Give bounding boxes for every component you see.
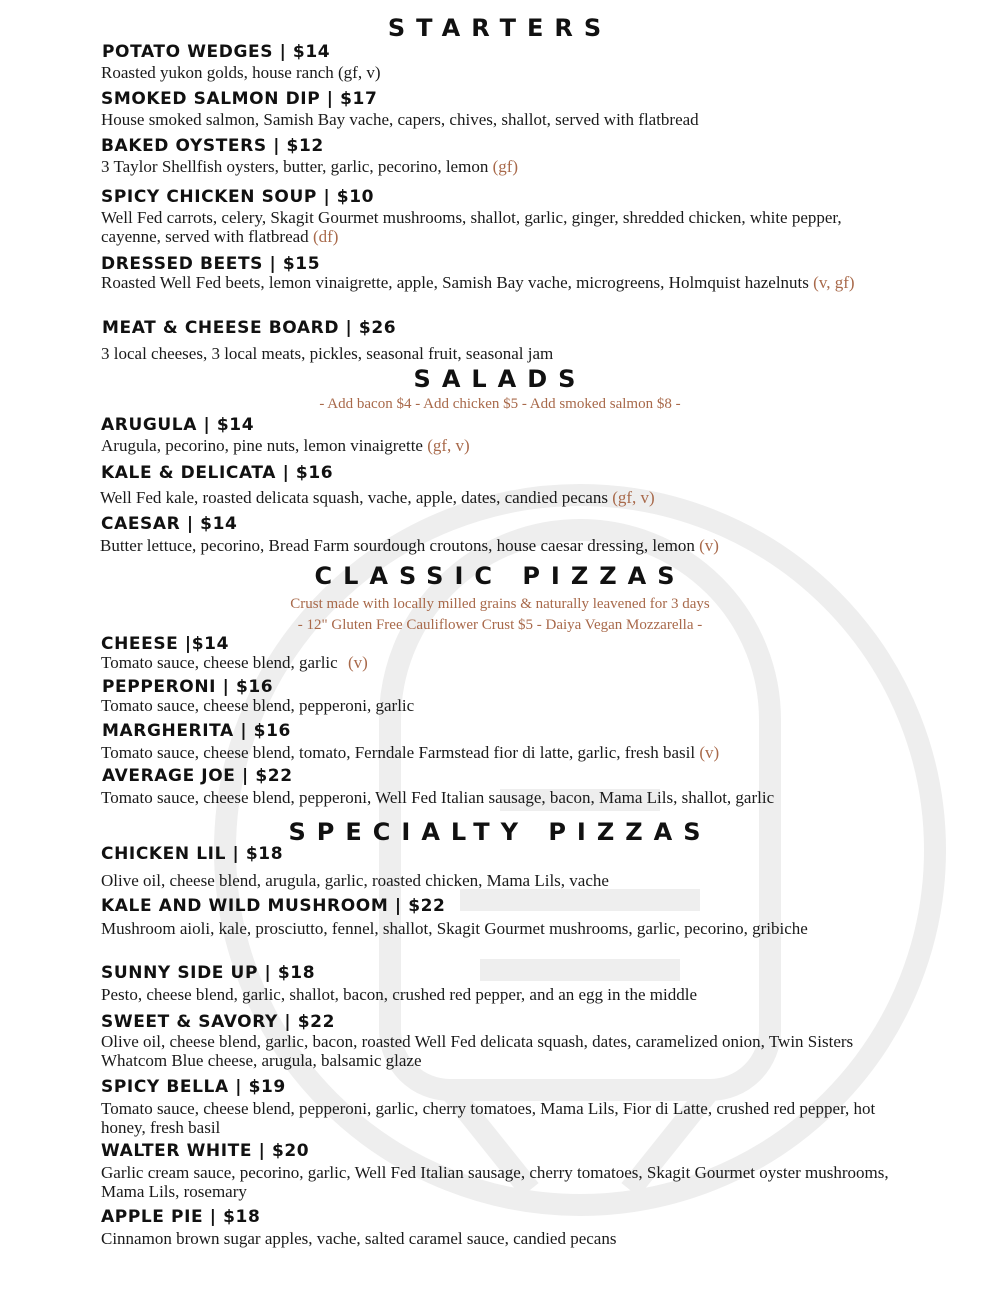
item-description-row (100, 488, 900, 507)
item-description: 3 Taylor Shellfish oysters, butter, garlic, pecorino, lemon (101, 157, 489, 176)
item-title: MARGHERITA | $16 (102, 721, 291, 741)
item-title: SPICY BELLA | $19 (101, 1077, 286, 1097)
item-description: Tomato sauce, cheese blend, pepperoni, Well Fed Italian sausage, bacon, Mama Lils, shallot, garlic (101, 788, 775, 807)
item-description: Well Fed carrots, celery, Skagit Gourmet mushrooms, shallot, garlic, ginger, shredded chicken, white pepper, cayenne, served with flatbread (101, 208, 842, 246)
item-description: Arugula, pecorino, pine nuts, lemon vinaigrette (101, 436, 423, 455)
item-title: MEAT & CHEESE BOARD | $26 (102, 318, 397, 338)
item-title: POTATO WEDGES | $14 (102, 42, 331, 62)
item-title: SUNNY SIDE UP | $18 (101, 963, 316, 983)
dietary-tag: (v) (699, 743, 720, 762)
item-title: SMOKED SALMON DIP | $17 (101, 89, 378, 109)
item-description: Olive oil, cheese blend, garlic, bacon, roasted Well Fed delicata squash, dates, caramelized onion, Twin Sisters Whatcom Blue cheese, arugula, balsamic glaze (101, 1032, 854, 1070)
item-description: Well Fed kale, roasted delicata squash, vache, apple, dates, candied pecans (100, 488, 608, 507)
item-title: APPLE PIE | $18 (101, 1207, 261, 1227)
salad-addons-note: - Add bacon $4 - Add chicken $5 - Add smoked salmon $8 - (319, 396, 681, 412)
item-description-row (100, 536, 900, 555)
item-title: PEPPERONI | $16 (102, 677, 274, 697)
item-description: Butter lettuce, pecorino, Bread Farm sourdough croutons, house caesar dressing, lemon (100, 536, 695, 555)
item-description: Roasted Well Fed beets, lemon vinaigrette, apple, Samish Bay vache, microgreens, Holmquist hazelnuts (101, 273, 809, 292)
item-description: Garlic cream sauce, pecorino, garlic, Well Fed Italian sausage, cherry tomatoes, Skagit Gourmet oyster mushrooms, Mama Lils, rosemary (101, 1163, 889, 1201)
dietary-tag: (v, gf) (813, 273, 855, 292)
dietary-tag: (gf, v) (612, 488, 655, 507)
item-description: Tomato sauce, cheese blend, tomato, Ferndale Farmstead fior di latte, garlic, fresh basil (101, 743, 696, 762)
item-title: DRESSED BEETS | $15 (101, 254, 321, 274)
item-description: 3 local cheeses, 3 local meats, pickles, seasonal fruit, seasonal jam (101, 344, 554, 363)
item-description-row (101, 208, 901, 246)
item-description-row (101, 653, 901, 672)
item-description: House smoked salmon, Samish Bay vache, capers, chives, shallot, served with flatbread (101, 110, 699, 129)
item-title: KALE & DELICATA | $16 (101, 463, 334, 483)
crust-note: Crust made with locally milled grains & naturally leavened for 3 days (290, 596, 710, 612)
crust-options-note: - 12" Gluten Free Cauliflower Crust $5 - Daiya Vegan Mozzarella - (297, 617, 703, 633)
item-description: Tomato sauce, cheese blend, garlic (101, 653, 338, 672)
item-description-row (101, 743, 901, 762)
dietary-tag: (v) (699, 536, 719, 555)
item-description: Pesto, cheese blend, garlic, shallot, bacon, crushed red pepper, and an egg in the middle (101, 985, 698, 1004)
item-description: Olive oil, cheese blend, arugula, garlic, roasted chicken, Mama Lils, vache (101, 871, 609, 890)
item-description: Cinnamon brown sugar apples, vache, salted caramel sauce, candied pecans (101, 1229, 617, 1248)
item-description: Mushroom aioli, kale, prosciutto, fennel, shallot, Skagit Gourmet mushrooms, garlic, pecorino, gribiche (101, 919, 808, 938)
item-description: Tomato sauce, cheese blend, pepperoni, garlic, cherry tomatoes, Mama Lils, Fior di Latte, crushed red pepper, hot honey, fresh basil (101, 1099, 876, 1137)
item-title: ARUGULA | $14 (101, 415, 255, 435)
item-title: BAKED OYSTERS | $12 (101, 136, 324, 156)
item-title: KALE AND WILD MUSHROOM | $22 (101, 896, 446, 916)
dietary-tag: (v) (347, 653, 368, 672)
section-heading-salads: SALADS (413, 365, 587, 393)
dietary-tag: (df) (312, 227, 339, 246)
dietary-tag: (gf, v) (427, 436, 470, 455)
dietary-tag: (gf) (492, 157, 519, 176)
item-description: Roasted yukon golds, house ranch (gf, v) (101, 63, 381, 82)
item-title: CHICKEN LIL | $18 (101, 844, 284, 864)
item-description-row (101, 157, 901, 176)
item-description-row (101, 273, 901, 292)
section-heading-specialty-pizzas: SPECIALTY PIZZAS (288, 818, 712, 846)
item-title: AVERAGE JOE | $22 (102, 766, 293, 786)
item-title: CHEESE |$14 (101, 634, 229, 654)
item-description-row (101, 436, 901, 455)
item-title: SWEET & SAVORY | $22 (101, 1012, 336, 1032)
item-title: WALTER WHITE | $20 (101, 1141, 310, 1161)
item-title: SPICY CHICKEN SOUP | $10 (101, 187, 375, 207)
section-heading-starters: STARTERS (387, 14, 613, 42)
item-title: CAESAR | $14 (101, 514, 238, 534)
section-heading-classic-pizzas: CLASSIC PIZZAS (314, 562, 686, 590)
item-description: Tomato sauce, cheese blend, pepperoni, garlic (101, 696, 415, 715)
